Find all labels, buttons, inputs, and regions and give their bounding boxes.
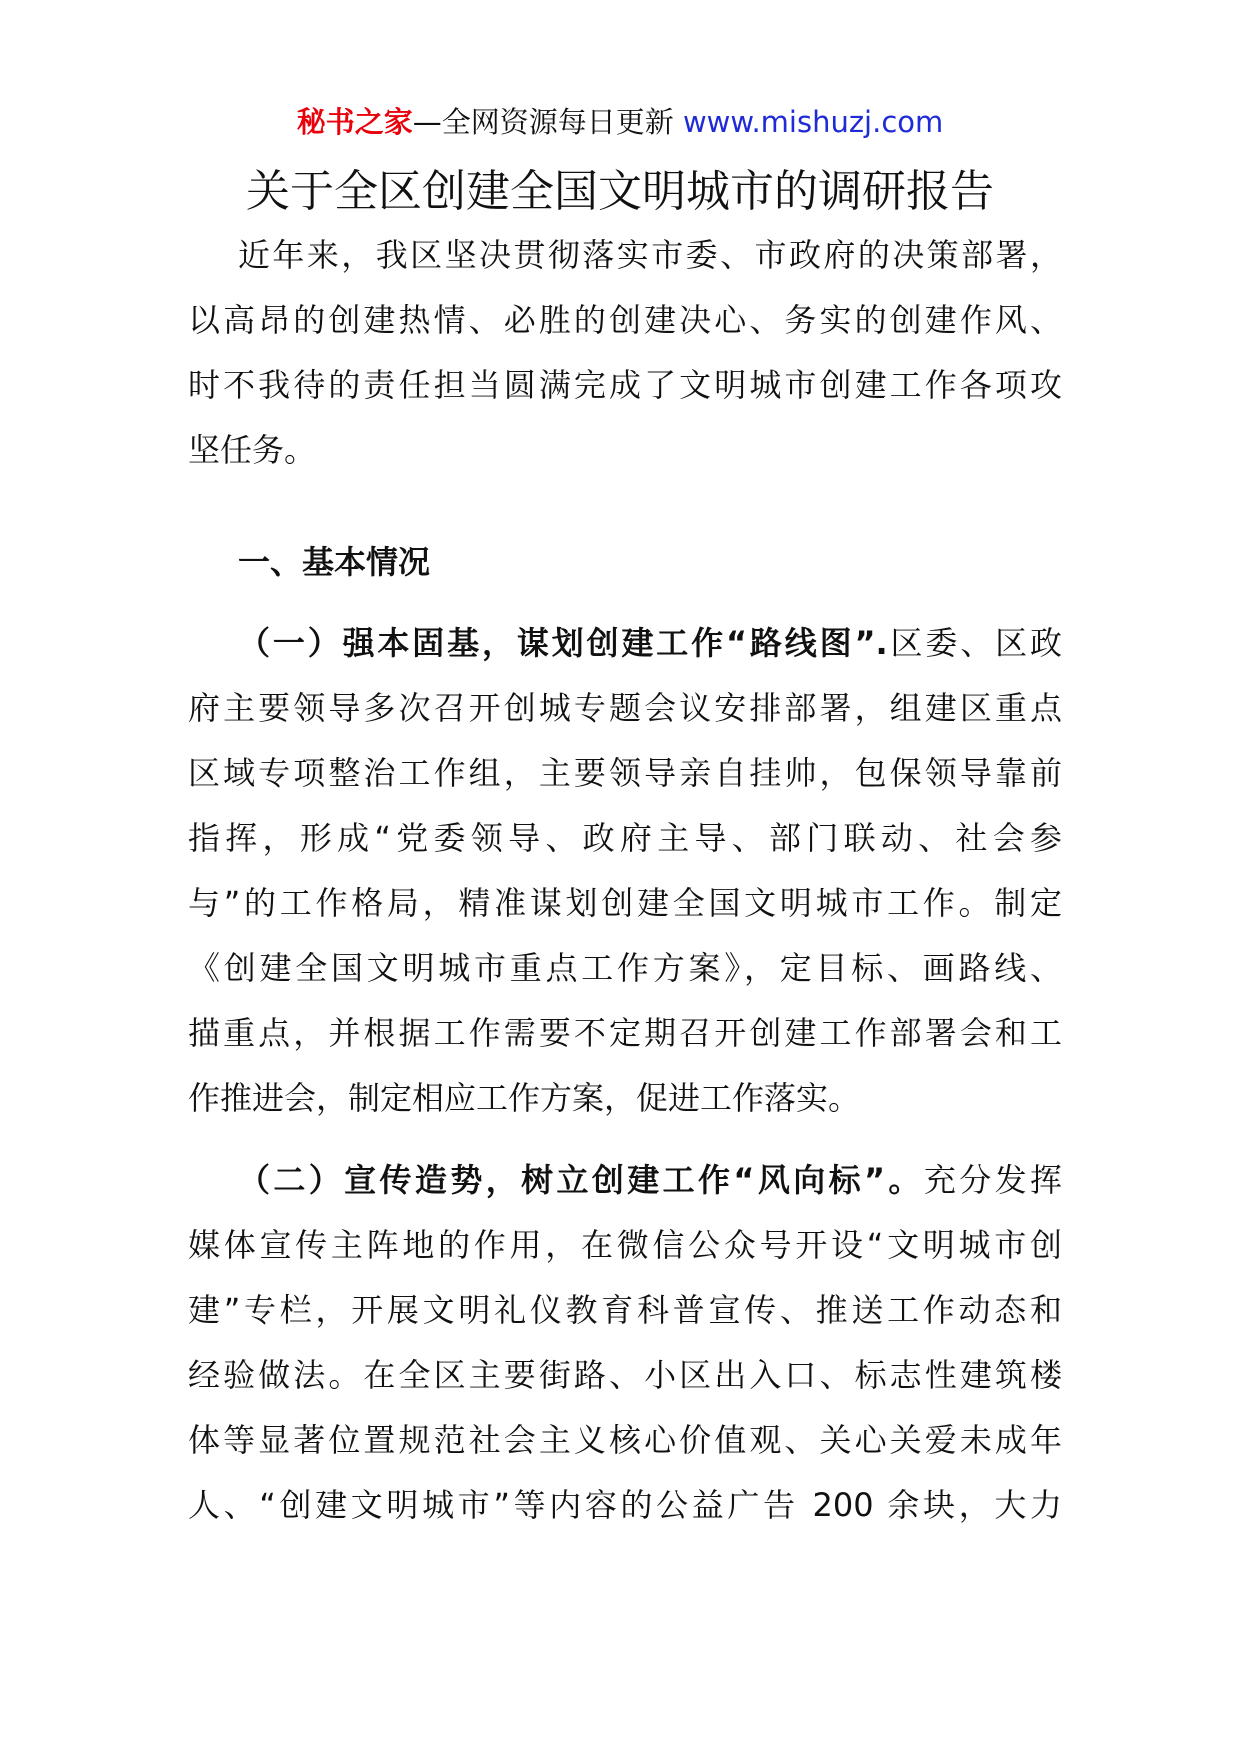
paragraph-line: 《创建全国文明城市重点工作方案》，定目标、画路线、 [188,949,1062,987]
site-url-link[interactable]: www.mishuzj.com [682,105,944,139]
paragraph-line: 府主要领导多次召开创城专题会议安排部署，组建区重点 [188,689,1062,727]
subsection-heading: （二）宣传造势，树立创建工作“风向标”。 [238,1161,924,1199]
paragraph-line: 媒体宣传主阵地的作用，在微信公众号开设“文明城市创 [188,1226,1062,1264]
paragraph-line: 人、“创建文明城市”等内容的公益广告 200 余块，大力 [188,1486,1062,1524]
section-heading: 一、基本情况 [238,543,431,581]
paragraph-text: 充分发挥 [923,1161,1062,1199]
site-header [0,100,1240,144]
paragraph-line: 近年来，我区坚决贯彻落实市委、市政府的决策部署， [238,236,1062,274]
paragraph-text: 区委、区政 [887,624,1062,662]
paragraph-line: 描重点，并根据工作需要不定期召开创建工作部署会和工 [188,1014,1062,1052]
subsection-1-first-line [188,611,1062,676]
subsection-heading: （一）强本固基，谋划创建工作“路线图”. [238,624,888,662]
paragraph-line: 坚任务。 [188,431,317,469]
brand-name: 秘书之家 [296,105,413,139]
document-title: 关于全区创建全国文明城市的调研报告 [246,166,994,217]
paragraph-line: 以高昂的创建热情、必胜的创建决心、务实的创建作风、 [188,301,1062,339]
paragraph-line: 建”专栏，开展文明礼仪教育科普宣传、推送工作动态和 [188,1291,1062,1329]
paragraph-line: 体等显著位置规范社会主义核心价值观、关心关爱未成年 [188,1421,1062,1459]
paragraph-line: 经验做法。在全区主要街路、小区出入口、标志性建筑楼 [188,1356,1062,1394]
paragraph-line: 指挥，形成“党委领导、政府主导、部门联动、社会参 [188,819,1062,857]
intro-paragraph [188,223,1062,483]
subsection-1-paragraph [188,611,1062,1131]
subsection-2-paragraph [188,1148,1062,1538]
header-tagline: —全网资源每日更新 [412,105,683,139]
paragraph-line: 区域专项整治工作组，主要领导亲自挂帅，包保领导靠前 [188,754,1062,792]
paragraph-line: 时不我待的责任担当圆满完成了文明城市创建工作各项攻 [188,366,1062,404]
paragraph-line: 作推进会，制定相应工作方案，促进工作落实。 [188,1079,861,1117]
paragraph-line: 与”的工作格局，精准谋划创建全国文明城市工作。制定 [188,884,1062,922]
subsection-2-first-line [188,1148,1062,1213]
